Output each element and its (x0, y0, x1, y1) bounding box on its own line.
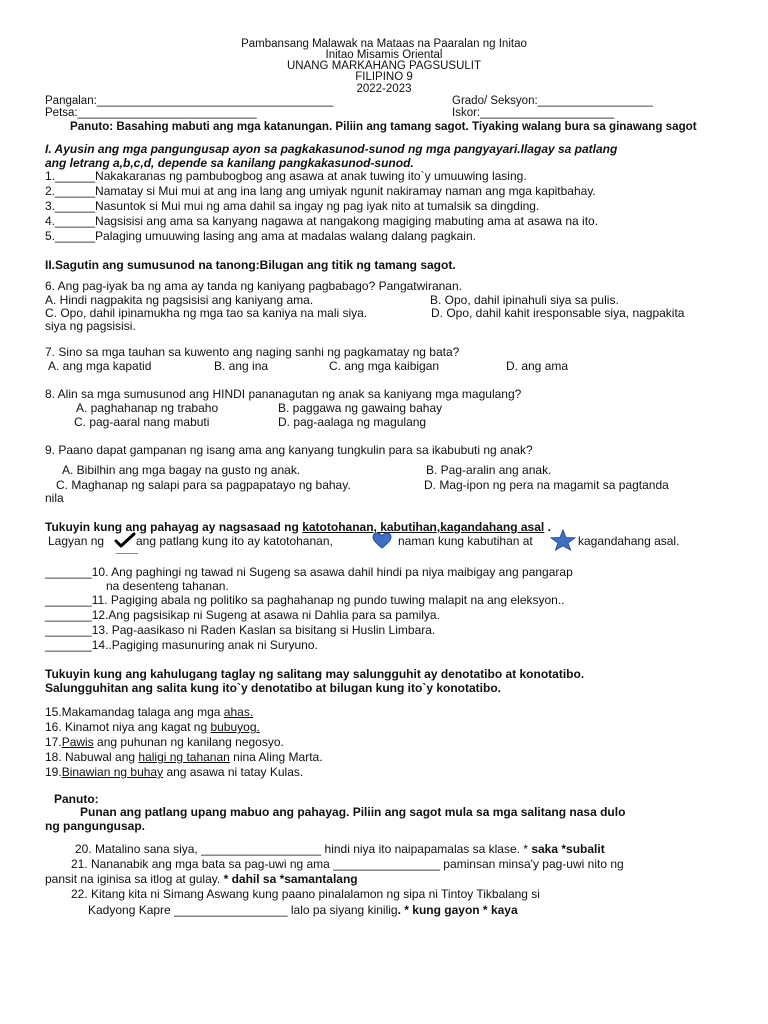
q9-option-d-cont: nila (45, 491, 64, 505)
exam-title: UNANG MARKAHANG PAGSUSULIT (286, 60, 482, 72)
item-18-text: 18. Nabuwal ang (45, 750, 139, 764)
part5-instructions-line2: ng pangungusap. (45, 819, 145, 833)
school-year: 2022-2023 (356, 83, 412, 95)
part2-heading: II.Sagutin ang sumusunod na tanong:Bilugan ang titik ng tamang sagot. (45, 258, 456, 272)
heart-icon (372, 532, 392, 549)
subject-title: FILIPINO 9 (355, 71, 413, 83)
date-field[interactable]: Petsa:____________________________ (45, 107, 257, 119)
part4-item-18 (45, 750, 323, 764)
q7-question: 7. Sino sa mga tauhan sa kuwento ang naging sanhi ng pagkamatay ng bata? (45, 345, 460, 359)
name-field[interactable]: Pangalan:_____________________________________ (45, 95, 334, 107)
item-22-text: Kadyong Kapre _________________ lalo pa siyang kinilig (88, 903, 398, 917)
grade-section-field[interactable]: Grado/ Seksyon:__________________ (452, 95, 653, 107)
part3-item-11: _______11. Pagiging abala ng politiko sa paghahanap ng pundo tuwing malapit na ang eleksyon.. (45, 593, 565, 607)
part3-item-12: _______12.Ang pagsisikap ni Sugeng at asawa ni Dahlia para sa pamilya. (45, 608, 440, 622)
star-icon (550, 529, 576, 551)
part3-item-10: _______10. Ang paghingi ng tawad ni Sugeng sa asawa dahil hindi pa niya maibigay ang pangarap (45, 565, 573, 579)
part5-item-20 (75, 842, 605, 856)
q6-option-a: A. Hindi nagpakita ng pagsisisi ang kaniyang ama. (45, 293, 314, 307)
school-location: Initao Misamis Oriental (325, 49, 443, 61)
q6-option-d: D. Opo, dahil kahit iresponsable siya, nagpakita (431, 306, 685, 320)
part5-item-21: 21. Nananabik ang mga bata sa pag-uwi ng ama ________________ paminsan minsa'y pag-uwi nito ng (71, 857, 624, 871)
item-18-tail: nina Aling Marta. (229, 750, 323, 764)
q6-question: 6. Ang pag-iyak ba ng ama ay tanda ng kaniyang pagbabago? Pangatwiranan. (45, 279, 462, 293)
part3-heading-underlined: katotohanan, kabutihan,kagandahang asal (302, 520, 545, 534)
part4-item-16 (45, 720, 260, 734)
q9-option-a: A. Bibilhin ang mga bagay na gusto ng anak. (62, 463, 301, 477)
score-field[interactable]: Iskor:_____________________ (452, 107, 615, 119)
q8-option-b: B. paggawa ng gawaing bahay (278, 401, 443, 415)
item-20-choices: saka *subalit (531, 842, 605, 856)
checkmark-icon (114, 532, 136, 548)
part1-item-5: 5.______Palaging umuuwing lasing ang ama at madalas walang dalang pagkain. (45, 229, 476, 243)
item-17-text: 17. (45, 735, 62, 749)
q7-option-d: D. ang ama (506, 359, 569, 373)
part1-item-1: 1.______Nakakaranas ng pambubogbog ang asawa at anak tuwing ito`y umuuwing lasing. (45, 169, 527, 183)
part3-item-10-cont: na desenteng tahanan. (106, 579, 229, 593)
part3-instr-b: ang patlang kung ito ay katotohanan, (136, 534, 333, 548)
q9-question: 9. Paano dapat gampanan ng isang ama ang kanyang tungkulin para sa ikabubuti ng anak? (45, 443, 533, 457)
part1-item-3: 3.______Nasuntok si Mui mui ng ama dahil sa ingay ng pag iyak nito at tumalsik sa dingding. (45, 199, 540, 213)
q7-option-c: C. ang mga kaibigan (329, 359, 440, 373)
divider-line (116, 553, 138, 554)
q8-option-c: C. pag-aaral nang mabuti (74, 415, 210, 429)
part1-instructions-line1: I. Ayusin ang mga pangungusap ayon sa pagkakasunod-sunod ng mga pangyayari.Ilagay sa patlang (45, 142, 618, 156)
q8-option-a: A. paghahanap ng trabaho (76, 401, 219, 415)
item-21-choices: * dahil sa *samantalang (223, 872, 358, 886)
part5-item-22-cont (88, 903, 518, 917)
item-17-underlined: Pawis (61, 735, 94, 749)
q6-option-c: C. Opo, dahil ipinamukha ng mga tao sa kaniya na mali siya. (45, 306, 368, 320)
item-19-underlined: Binawian ng buhay (61, 765, 164, 779)
part4-heading-line1: Tukuyin kung ang kahulugang taglay ng salitang may salungguhit ay denotatibo at konotatibo. (45, 667, 585, 681)
part3-heading-text: Tukuyin kung ang pahayag ay nagsasaad ng (45, 520, 303, 534)
q8-option-d: D. pag-aalaga ng magulang (278, 415, 427, 429)
q7-option-b: B. ang ina (214, 359, 269, 373)
q8-question: 8. Alin sa mga sumusunod ang HINDI pananagutan ng anak sa kaniyang mga magulang? (45, 387, 522, 401)
part5-instructions-line1: Punan ang patlang upang mabuo ang pahayag. Piliin ang sagot mula sa mga salitang nasa dulo (80, 805, 626, 819)
part3-item-13: _______13. Pag-aasikaso ni Raden Kaslan sa bisitang si Huslin Limbara. (45, 623, 436, 637)
part4-item-17 (45, 735, 284, 749)
main-instructions: Panuto: Basahing mabuti ang mga katanungan. Piliin ang tamang sagot. Tiyaking walang bura sa ginawang sagot (70, 120, 697, 133)
part3-item-14: _______14..Pagiging masunuring anak ni Suryuno. (45, 638, 318, 652)
item-19-tail: ang asawa ni tatay Kulas. (163, 765, 304, 779)
part4-heading-line2: Salungguhitan ang salita kung ito`y denotatibo at bilugan kung ito`y konotatibo. (45, 681, 501, 695)
q6-option-b: B. Opo, dahil ipinahuli siya sa pulis. (430, 293, 619, 307)
part1-instructions-line2: ang letrang a,b,c,d, depende sa kanilang pangkakasunod-sunod. (45, 156, 414, 170)
q9-option-d: D. Mag-ipon ng pera na magamit sa pagtanda (424, 478, 669, 492)
item-17-tail: ang puhunan ng kanilang negosyo. (93, 735, 284, 749)
part4-item-15 (45, 705, 253, 719)
part5-panuto: Panuto: (54, 792, 99, 806)
part3-heading-end: . (544, 520, 551, 534)
item-16-underlined: bubuyog. (210, 720, 260, 734)
q7-option-a: A. ang mga kapatid (48, 359, 152, 373)
q6-option-d-cont: siya ng pagsisisi. (45, 319, 136, 333)
q9-option-c: C. Maghanap ng salapi para sa pagpapatayo ng bahay. (56, 478, 351, 492)
part5-item-21-cont (45, 872, 358, 886)
item-21-text: pansit na iginisa sa itlog at gulay. (45, 872, 224, 886)
item-20-text: 20. Matalino sana siya, __________________ hindi niya ito naipapamalas sa klase. * (75, 842, 532, 856)
school-name: Pambansang Malawak na Mataas na Paaralan ng Initao (241, 38, 527, 50)
q9-option-b: B. Pag-aralin ang anak. (426, 463, 552, 477)
part3-instr-d: kagandahang asal. (578, 534, 680, 548)
part1-item-4: 4.______Nagsisisi ang ama sa kanyang nagawa at nangakong magiging mabuting ama at asawa na ito. (45, 214, 599, 228)
part5-item-22: 22. Kitang kita ni Simang Aswang kung paano pinalalamon ng sipa ni Tintoy Tikbalang si (71, 887, 540, 901)
item-19-text: 19. (45, 765, 62, 779)
part3-instr-c: naman kung kabutihan at (398, 534, 533, 548)
part3-instr-a: Lagyan ng (48, 534, 105, 548)
part4-item-19 (45, 765, 303, 779)
item-15-underlined: ahas. (223, 705, 254, 719)
item-22-choices: . * kung gayon * kaya (397, 903, 518, 917)
item-16-text: 16. Kinamot niya ang kagat ng (45, 720, 211, 734)
part1-item-2: 2.______Namatay si Mui mui at ang ina lang ang umiyak ngunit nakiramay naman ang mga kapitbahay. (45, 184, 596, 198)
item-18-underlined: haligi ng tahanan (138, 750, 230, 764)
item-15-text: 15.Makamandag talaga ang mga (45, 705, 224, 719)
